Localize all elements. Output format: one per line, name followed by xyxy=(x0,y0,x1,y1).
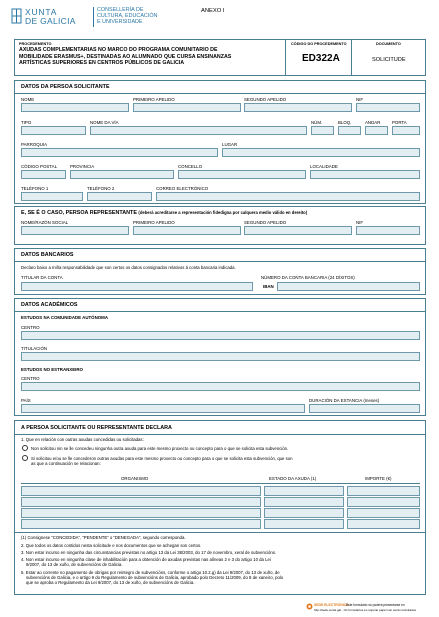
bank-declaration: Declaro baixo a miña responsabilidade que son certos os datos consignados relativos á conta bancaria indicada. xyxy=(21,265,236,270)
footer-text2: http://sede.xunta.gal · Os formularios en soporte papel non serán rexistrados xyxy=(314,608,417,612)
label-centro2: CENTRO xyxy=(21,376,40,381)
label-concello: CONCELLO xyxy=(178,164,203,169)
applicant-section xyxy=(14,80,426,204)
aid-row1-organismo[interactable] xyxy=(21,486,261,496)
aid-table-header-importe: IMPORTE (€) xyxy=(365,476,392,481)
label-centro1: CENTRO xyxy=(21,325,40,330)
logo-line2: DE GALICIA xyxy=(25,16,76,26)
label-tel2: TELÉFONO 2 xyxy=(87,186,115,191)
label-tipo: TIPO xyxy=(21,120,32,125)
procedure-divider-1 xyxy=(285,40,286,75)
option-other-aid-text xyxy=(31,456,293,466)
apelido2-field[interactable] xyxy=(244,103,352,112)
option-no-other-aid-radio[interactable] xyxy=(22,445,28,451)
label-pais: PAÍS xyxy=(21,398,31,403)
label-nif: NIF xyxy=(356,97,364,102)
rep-apelido2-field[interactable] xyxy=(244,226,352,235)
logo-divider xyxy=(93,7,94,27)
declaration-item4-line1: 4. Non estar incurso en ningunha clase de inhabilitación para a obtención de axudas previstas nas alíneas 2 e 3 do artigo 10 da Lei xyxy=(21,557,271,562)
document-label: DOCUMENTO xyxy=(376,42,401,46)
aid-row3-estado[interactable] xyxy=(264,508,344,518)
footer-text1: Este formulario só poderá presentarse en xyxy=(346,603,405,607)
procedure-box xyxy=(14,39,426,76)
rep-apelido1-field[interactable] xyxy=(133,226,241,235)
declaration-item1: 1. Que en relación con outras axudas concedidas ou solicitadas: xyxy=(21,437,144,442)
procedure-label: PROCEDEMENTO xyxy=(19,42,52,46)
document-type: SOLICITUDE xyxy=(372,57,406,63)
procedure-title-line2: MOBILIDADE ERASMUS+, DESTINADAS AO ALUMNADO QUE CURSA ENSINANZAS xyxy=(19,53,232,60)
localidade-field[interactable] xyxy=(310,170,420,179)
label-tel1: TELÉFONO 1 xyxy=(21,186,49,191)
label-holder: TITULAR DA CONTA xyxy=(21,275,63,280)
titulacion-field[interactable] xyxy=(21,352,420,361)
label-rep-nif: NIF xyxy=(356,220,364,225)
account-field[interactable] xyxy=(277,282,420,291)
procedure-code-label: CÓDIGO DO PROCEDEMENTO xyxy=(291,42,347,46)
label-studies-ca: ESTUDOS NA COMUNIDADE AUTÓNOMA xyxy=(21,315,108,320)
label-email: CORREO ELECTRÓNICO xyxy=(156,186,209,191)
label-cp: CÓDIGO POSTAL xyxy=(21,164,58,169)
lugar-field[interactable] xyxy=(222,148,420,157)
apelido1-field[interactable] xyxy=(133,103,241,112)
logo-line1: XUNTA xyxy=(25,7,58,17)
declaration-item5-line1: 5. Estar ao corrente no pagamento de obrigas por reintegro de subvencións, conforme o artigo 10.2.g) da Lei 9/2007, do 13 de xuño, de xyxy=(21,570,280,575)
tel1-field[interactable] xyxy=(21,192,83,201)
concello-field[interactable] xyxy=(178,170,306,179)
academic-heading-rule xyxy=(15,311,425,312)
label-rep-apelido1: PRIMEIRO APELIDO xyxy=(133,220,175,225)
aid-row4-estado[interactable] xyxy=(264,519,344,529)
aid-table-header-rule xyxy=(21,483,420,484)
bank-heading: DATOS BANCARIOS xyxy=(21,252,74,258)
label-localidade: LOCALIDADE xyxy=(310,164,338,169)
cp-field[interactable] xyxy=(21,170,66,179)
applicant-heading-rule xyxy=(15,93,425,94)
representative-section xyxy=(14,206,426,245)
aid-table-header-estado: ESTADO DA AXUDA (1) xyxy=(269,476,317,481)
aid-row3-importe[interactable] xyxy=(347,508,420,518)
procedure-title xyxy=(19,47,231,67)
andar-field[interactable] xyxy=(365,126,388,135)
option-other-aid-line1: Si solicitou e/ou se lle concederon outras axudas para este mesmo proxecto ou concepto para o que se solicita esta subvención, que son xyxy=(31,455,293,461)
nome-field[interactable] xyxy=(21,103,129,112)
aid-table xyxy=(21,473,420,529)
label-bloq: BLOQ. xyxy=(338,120,352,125)
rep-nif-field[interactable] xyxy=(356,226,420,235)
pais-field[interactable] xyxy=(21,404,305,413)
label-nome: NOME xyxy=(21,97,35,102)
centro1-field[interactable] xyxy=(21,331,420,340)
representative-note: (deberá acreditarse a representación fidedigna por calquera medio válido en dereito) xyxy=(138,210,308,215)
email-field[interactable] xyxy=(156,192,420,201)
nome-via-field[interactable] xyxy=(90,126,307,135)
label-rep-apelido2: SEGUNDO APELIDO xyxy=(244,220,287,225)
procedure-title-line3: ARTÍSTICAS SUPERIORES EN CENTROS PÚBLICOS DE GALICIA xyxy=(19,60,185,67)
declaration-item3: 3. Non estar incurso en ningunha das circunstancias previstas no artigo 13 da Lei 38/2003, do 17 de novembro, xeral de subvencións. xyxy=(21,550,277,555)
label-apelido1: PRIMEIRO APELIDO xyxy=(133,97,175,102)
aid-row4-organismo[interactable] xyxy=(21,519,261,529)
label-apelido2: SEGUNDO APELIDO xyxy=(244,97,287,102)
option-other-aid-radio[interactable] xyxy=(22,455,28,461)
label-andar: ANDAR xyxy=(365,120,381,125)
aid-row2-estado[interactable] xyxy=(264,497,344,507)
declaration-item5-line3: que se aproba o Regulamento da Lei 9/2007, do 13 de xuño, de subvencións de Galicia. xyxy=(26,580,195,586)
label-lugar: LUGAR xyxy=(222,142,238,147)
declaration-item4-line2: 9/2007, do 13 de xuño, de subvencións de Galicia. xyxy=(26,562,123,568)
porta-field[interactable] xyxy=(392,126,420,135)
rep-nome-field[interactable] xyxy=(21,226,129,235)
declaration-heading-rule xyxy=(15,434,425,435)
parroquia-field[interactable] xyxy=(21,148,218,157)
aid-table-header-organismo: ORGANISMO xyxy=(121,476,149,481)
declaration-item4 xyxy=(21,557,271,567)
bank-section xyxy=(14,248,426,295)
duracion-field[interactable] xyxy=(309,404,420,413)
label-porta: PORTA xyxy=(392,120,407,125)
option-other-aid-line2: as que a continuación se relacionan: xyxy=(31,460,101,466)
label-provincia: PROVINCIA xyxy=(70,164,95,169)
aid-table-footnote: (1) Consignese “CONCEDIDA”, “PENDENTE” o “DENEGADA”, segundo corresponda. xyxy=(21,535,186,540)
tel2-field[interactable] xyxy=(87,192,152,201)
label-nome-via: NOME DA VÍA xyxy=(90,120,119,125)
provincia-field[interactable] xyxy=(70,170,174,179)
declaration-heading: A PERSOA SOLICITANTE OU REPRESENTANTE DECLARA xyxy=(21,425,172,431)
declaration-item2: 2. Que todos os datos contidos nesta solicitude e nos documentos que se achegan son certos. xyxy=(21,543,202,548)
aid-row3-organismo[interactable] xyxy=(21,508,261,518)
aid-row4-importe[interactable] xyxy=(347,519,420,529)
centro2-field[interactable] xyxy=(21,382,420,391)
dept-line3: E UNIVERSIDADE xyxy=(97,19,143,25)
academic-section xyxy=(14,298,426,416)
label-studies-abroad: ESTUDOS NO ESTRANXEIRO xyxy=(21,367,83,372)
academic-heading: DATOS ACADÉMICOS xyxy=(21,302,78,308)
aid-table-bottom-rule xyxy=(15,532,425,533)
procedure-code: ED322A xyxy=(302,53,340,64)
dept-line1: CONSELLERÍA DE xyxy=(97,7,144,13)
sede-electronica-icon xyxy=(306,603,313,610)
bloq-field[interactable] xyxy=(338,126,361,135)
xunta-emblem-icon xyxy=(11,8,22,24)
aid-row2-importe[interactable] xyxy=(347,497,420,507)
declaration-item5-line2: subvencións de Galicia, e o artigo 9 do Regulamento de subvencións de Galicia, aprobado polo Decreto 11/2009, do 8 de xaneiro, polo xyxy=(26,575,284,581)
declaration-section xyxy=(14,420,426,595)
label-parroquia: PARROQUIA xyxy=(21,142,48,147)
label-rep-nome: NOME/RAZÓN SOCIAL xyxy=(21,220,69,225)
aid-row1-importe[interactable] xyxy=(347,486,420,496)
label-duracion: DURACIÓN DA ESTANCIA (meses) xyxy=(309,398,380,403)
label-account: NÚMERO DA CONTA BANCARIA (24 DÍXITOS) xyxy=(261,275,355,280)
department-name xyxy=(97,7,157,25)
holder-field[interactable] xyxy=(21,282,253,291)
num-field[interactable] xyxy=(311,126,334,135)
representative-heading xyxy=(21,210,307,216)
applicant-heading: DATOS DA PERSOA SOLICITANTE xyxy=(21,84,110,90)
label-iban: IBAN xyxy=(263,284,274,289)
tipo-field[interactable] xyxy=(21,126,86,135)
option-no-other-aid-text: Non solicitou nin se lle concedeu ningunha outra axuda para este mesmo proxecto ou concepto para o que se solicita esta subvención. xyxy=(31,445,289,451)
dept-line2: CULTURA, EDUCACIÓN xyxy=(97,13,158,19)
label-num: NÚM. xyxy=(311,120,323,125)
footer-sede-label: SEDE ELECTRÓNICA xyxy=(314,603,349,607)
aid-row2-organismo[interactable] xyxy=(21,497,261,507)
declaration-item5 xyxy=(21,570,283,586)
nif-field[interactable] xyxy=(356,103,420,112)
footer-sede xyxy=(306,602,431,614)
representative-heading-text: E, SE É O CASO, PERSOA REPRESENTANTE xyxy=(21,210,137,216)
annex-label: ANEXO I xyxy=(201,8,225,14)
label-titulacion: TITULACIÓN xyxy=(21,346,48,351)
xunta-logo xyxy=(11,8,101,34)
bank-heading-rule xyxy=(15,261,425,262)
aid-row1-estado[interactable] xyxy=(264,486,344,496)
procedure-title-line1: AXUDAS COMPLEMENTARIAS NO MARCO DO PROGRAMA COMUNITARIO DE xyxy=(19,47,218,53)
procedure-divider-2 xyxy=(351,40,352,75)
